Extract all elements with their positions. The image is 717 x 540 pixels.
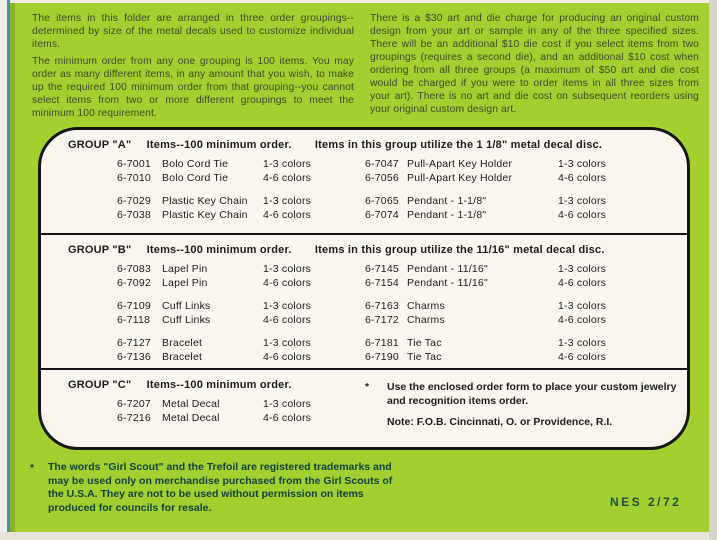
item-number: 6-7207: [117, 398, 151, 410]
item-name: Bracelet: [162, 351, 203, 363]
group-minimum-order-label: Items--100 minimum order.: [146, 244, 292, 256]
item-name: Cuff Links: [162, 300, 211, 312]
item-colors: 4-6 colors: [263, 412, 312, 424]
intro-left-column: [32, 12, 354, 124]
item-number: 6-7109: [117, 300, 151, 312]
group-minimum-order-label: Items--100 minimum order.: [146, 139, 292, 151]
intro-right-column: [370, 12, 699, 124]
item-colors: 1-3 colors: [558, 195, 607, 207]
item-number: 6-7154: [365, 277, 399, 289]
order-note-line-1: Use the enclosed order form to place your custom jewelry: [387, 381, 677, 393]
intro-paragraph-1: The items in this folder are arranged in three order groupings--determined by size of the metal decals used to customize individual items.: [32, 13, 354, 50]
item-name: Bolo Cord Tie: [162, 172, 229, 184]
item-colors: 4-6 colors: [558, 172, 607, 184]
table-row: [41, 208, 687, 222]
item-colors: 4-6 colors: [263, 314, 312, 326]
item-colors: 1-3 colors: [263, 158, 312, 170]
intro-paragraph-2: The minimum order from any one grouping is 100 items. You may order as many different items, in any amount that you wish, to make up the required 100 minimum order from that grouping--you cannot select items from two or more different groupings to meet the minimum 100 requirement.: [32, 56, 354, 119]
intro-paragraphs: [32, 12, 699, 124]
item-name: Bracelet: [162, 337, 203, 349]
item-number: 6-7065: [365, 195, 399, 207]
item-number: 6-7074: [365, 209, 399, 221]
item-name: Lapel Pin: [162, 263, 208, 275]
item-name: Bolo Cord Tie: [162, 158, 229, 170]
table-row: [41, 313, 687, 327]
item-colors: 1-3 colors: [263, 337, 312, 349]
item-colors: 4-6 colors: [263, 172, 312, 184]
item-name: Charms: [407, 300, 445, 312]
item-number: 6-7092: [117, 277, 151, 289]
bottom-edge-strip: [0, 532, 709, 540]
item-number: 6-7038: [117, 209, 151, 221]
item-number: 6-7047: [365, 158, 399, 170]
item-number: 6-7001: [117, 158, 151, 170]
group-disc-size-label: Items in this group utilize the 11/16" metal decal disc.: [314, 244, 605, 256]
item-name: Tie Tac: [407, 337, 442, 349]
item-colors: 4-6 colors: [558, 314, 607, 326]
group-b-rows: [41, 262, 687, 364]
group-name: GROUP "A": [68, 139, 132, 151]
right-edge-strip: [709, 0, 717, 540]
item-name: Pull-Apart Key Holder: [407, 158, 513, 170]
item-name: Charms: [407, 314, 445, 326]
table-row: [41, 350, 687, 364]
item-colors: 1-3 colors: [558, 337, 607, 349]
item-name: Pull-Apart Key Holder: [407, 172, 513, 184]
item-name: Plastic Key Chain: [162, 209, 248, 221]
table-row: [41, 299, 687, 313]
trademark-footnote: [30, 461, 398, 515]
item-name: Pendant - 1-1/8": [407, 195, 487, 207]
item-number: 6-7083: [117, 263, 151, 275]
group-b-header: [41, 243, 687, 257]
table-row: [41, 336, 687, 350]
item-name: Lapel Pin: [162, 277, 208, 289]
table-row: [41, 276, 687, 290]
item-name: Tie Tac: [407, 351, 442, 363]
order-note-line-2: and recognition items order.: [387, 395, 529, 407]
item-colors: 1-3 colors: [558, 300, 607, 312]
item-name: Pendant - 11/16": [407, 263, 488, 275]
group-a-header: [41, 138, 687, 152]
item-colors: 4-6 colors: [263, 277, 312, 289]
item-number: 6-7118: [117, 314, 151, 326]
fob-note: Note: F.O.B. Cincinnati, O. or Providence, R.I.: [387, 416, 613, 428]
item-number: 6-7136: [117, 351, 151, 363]
item-number: 6-7145: [365, 263, 399, 275]
item-colors: 4-6 colors: [263, 209, 312, 221]
item-number: 6-7172: [365, 314, 399, 326]
item-colors: 1-3 colors: [263, 398, 312, 410]
page-background: [10, 3, 709, 532]
order-groupings-panel: [38, 127, 690, 450]
table-row: [41, 157, 687, 171]
group-a-rows: [41, 157, 687, 222]
item-colors: 4-6 colors: [558, 209, 607, 221]
trademark-footnote-text: The words "Girl Scout" and the Trefoil are registered trademarks and may be used only on merchandise purchased from the Girl Scouts of the U.S.A. They are not to be used without permission on items produced for councils for resale.: [48, 461, 393, 514]
item-colors: 4-6 colors: [558, 351, 607, 363]
table-row: [41, 171, 687, 185]
group-name: GROUP "C": [68, 379, 132, 391]
group-a-section: [41, 130, 687, 233]
intro-paragraph-3: There is a $30 art and die charge for producing an original custom design from your art or sample in any of the three specified sizes. There will be an additional $10 die cost if you select items from two groupings (requires a second die), and an additional $10 cost when ordering from all three groups (a maximum of $50 art and die cost would be charged if you were to order items in all three sizes from your art). There is no art and die cost on subsequent reorders using your original custom design art.: [370, 13, 699, 115]
group-c-section: [41, 370, 687, 447]
item-colors: 1-3 colors: [558, 158, 607, 170]
group-b-section: [41, 235, 687, 368]
item-name: Pendant - 11/16": [407, 277, 488, 289]
item-name: Metal Decal: [162, 412, 220, 424]
item-number: 6-7056: [365, 172, 399, 184]
item-number: 6-7216: [117, 412, 151, 424]
item-name: Pendant - 1-1/8": [407, 209, 487, 221]
item-number: 6-7163: [365, 300, 399, 312]
table-row: [41, 194, 687, 208]
item-colors: 1-3 colors: [263, 263, 312, 275]
item-colors: 1-3 colors: [263, 300, 312, 312]
item-number: 6-7190: [365, 351, 399, 363]
item-number: 6-7010: [117, 172, 151, 184]
item-name: Plastic Key Chain: [162, 195, 248, 207]
item-colors: 4-6 colors: [263, 351, 312, 363]
item-name: Metal Decal: [162, 398, 220, 410]
order-form-note: [365, 380, 685, 429]
item-colors: 4-6 colors: [558, 277, 607, 289]
group-name: GROUP "B": [68, 244, 132, 256]
asterisk-mark: *: [365, 381, 370, 393]
table-row: [41, 262, 687, 276]
item-name: Cuff Links: [162, 314, 211, 326]
asterisk-mark: *: [30, 462, 35, 474]
item-number: 6-7181: [365, 337, 399, 349]
item-colors: 1-3 colors: [263, 195, 312, 207]
item-number: 6-7127: [117, 337, 151, 349]
item-colors: 1-3 colors: [558, 263, 607, 275]
item-number: 6-7029: [117, 195, 151, 207]
form-code: NES 2/72: [610, 495, 682, 509]
group-minimum-order-label: Items--100 minimum order.: [146, 379, 292, 391]
group-disc-size-label: Items in this group utilize the 1 1/8" metal decal disc.: [314, 139, 603, 151]
